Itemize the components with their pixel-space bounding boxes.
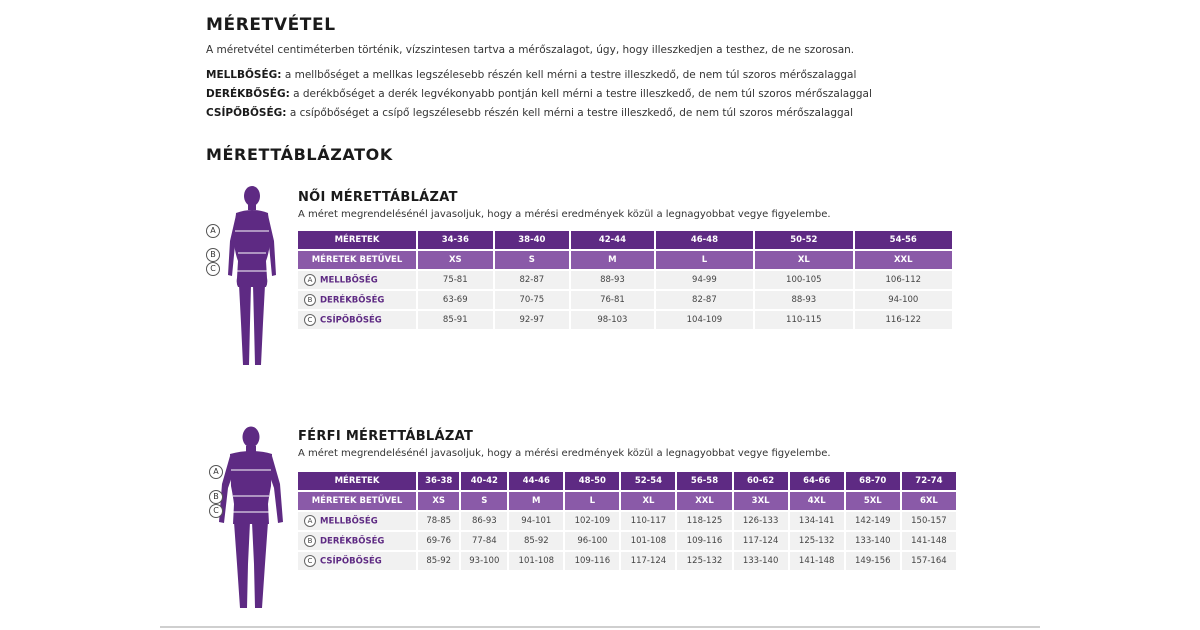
value-cell: 133-140: [734, 552, 788, 570]
women-table-note: A méret megrendelésénél javasoljuk, hogy a mérési eredmények közül a legnagyobbat vegye figyelembe.: [298, 209, 831, 220]
value-cell: 63-69: [418, 291, 493, 309]
table-row: [298, 532, 956, 550]
table-row: [298, 512, 956, 530]
letter-cell: XL: [621, 492, 675, 510]
bottom-divider: [160, 626, 1040, 628]
value-cell: 106-112: [855, 271, 952, 289]
value-cell: 117-124: [621, 552, 675, 570]
value-cell: 117-124: [734, 532, 788, 550]
size-cell: 72-74: [902, 472, 956, 490]
value-cell: 126-133: [734, 512, 788, 530]
row-label-text: DERÉKBŐSÉG: [320, 295, 385, 306]
row-label-chest: [298, 271, 416, 289]
size-cell: 40-42: [461, 472, 507, 490]
figure-badge-c: C: [206, 262, 220, 276]
value-cell: 125-132: [677, 552, 731, 570]
value-cell: 109-116: [677, 532, 731, 550]
value-cell: 82-87: [495, 271, 570, 289]
letter-cell: 4XL: [790, 492, 844, 510]
measurement-title: MÉRETVÉTEL: [206, 15, 336, 35]
header-label: MÉRETEK: [298, 472, 416, 490]
value-cell: 82-87: [656, 291, 753, 309]
badge-b: B: [304, 535, 316, 547]
value-cell: 100-105: [755, 271, 852, 289]
definition-chest: [206, 66, 872, 85]
value-cell: 85-92: [509, 532, 563, 550]
table-row: [298, 311, 952, 329]
size-cell: 34-36: [418, 231, 493, 249]
value-cell: 69-76: [418, 532, 459, 550]
value-cell: 76-81: [571, 291, 654, 309]
size-tables-title: MÉRETTÁBLÁZATOK: [206, 145, 393, 164]
table-row: [298, 552, 956, 570]
figure-badge-b: B: [206, 248, 220, 262]
definition-term: DERÉKBŐSÉG:: [206, 88, 290, 100]
definition-term: MELLBŐSÉG:: [206, 69, 282, 81]
table-row: [298, 492, 956, 510]
letter-cell: 6XL: [902, 492, 956, 510]
value-cell: 85-92: [418, 552, 459, 570]
value-cell: 96-100: [565, 532, 619, 550]
letter-cell: 5XL: [846, 492, 900, 510]
letter-cell: XS: [418, 251, 493, 269]
female-figure-icon: [222, 183, 282, 373]
men-size-table: [296, 470, 958, 572]
measurement-intro: A méretvétel centiméterben történik, vízszintesen tartva a mérőszalagot, úgy, hogy illeszkedjen a testhez, de ne szorosan.: [206, 44, 855, 56]
size-cell: 54-56: [855, 231, 952, 249]
letter-cell: S: [461, 492, 507, 510]
badge-b: B: [304, 294, 316, 306]
letter-cell: XXL: [677, 492, 731, 510]
badge-a: A: [304, 274, 316, 286]
value-cell: 75-81: [418, 271, 493, 289]
badge-a: A: [304, 515, 316, 527]
table-row: [298, 271, 952, 289]
letter-label: MÉRETEK BETŰVEL: [298, 251, 416, 269]
value-cell: 101-108: [621, 532, 675, 550]
row-label-text: MELLBŐSÉG: [320, 516, 378, 527]
row-label-text: MELLBŐSÉG: [320, 275, 378, 286]
size-cell: 44-46: [509, 472, 563, 490]
definition-text: a mellbőséget a mellkas legszélesebb részén kell mérni a testre illeszkedő, de nem túl szoros mérőszalaggal: [281, 69, 857, 81]
definition-term: CSÍPŐBŐSÉG:: [206, 107, 287, 119]
value-cell: 93-100: [461, 552, 507, 570]
value-cell: 88-93: [755, 291, 852, 309]
letter-cell: L: [565, 492, 619, 510]
letter-cell: M: [571, 251, 654, 269]
size-cell: 36-38: [418, 472, 459, 490]
male-figure-icon: [216, 424, 286, 614]
value-cell: 150-157: [902, 512, 956, 530]
size-cell: 60-62: [734, 472, 788, 490]
size-cell: 68-70: [846, 472, 900, 490]
value-cell: 141-148: [790, 552, 844, 570]
value-cell: 149-156: [846, 552, 900, 570]
letter-cell: XL: [755, 251, 852, 269]
value-cell: 157-164: [902, 552, 956, 570]
women-size-table: [296, 229, 954, 331]
figure-badge-a: A: [206, 224, 220, 238]
row-label-text: DERÉKBŐSÉG: [320, 536, 385, 547]
men-table-note: A méret megrendelésénél javasoljuk, hogy a mérési eredmények közül a legnagyobbat vegye figyelembe.: [298, 448, 831, 459]
value-cell: 70-75: [495, 291, 570, 309]
value-cell: 98-103: [571, 311, 654, 329]
figure-badge-a: A: [209, 465, 223, 479]
table-row: [298, 251, 952, 269]
table-row: [298, 291, 952, 309]
letter-cell: XXL: [855, 251, 952, 269]
letter-cell: XS: [418, 492, 459, 510]
size-cell: 56-58: [677, 472, 731, 490]
value-cell: 125-132: [790, 532, 844, 550]
value-cell: 104-109: [656, 311, 753, 329]
value-cell: 110-115: [755, 311, 852, 329]
value-cell: 78-85: [418, 512, 459, 530]
size-cell: 52-54: [621, 472, 675, 490]
size-cell: 46-48: [656, 231, 753, 249]
definition-hip: [206, 104, 872, 123]
row-label-chest: [298, 512, 416, 530]
value-cell: 92-97: [495, 311, 570, 329]
value-cell: 86-93: [461, 512, 507, 530]
value-cell: 101-108: [509, 552, 563, 570]
value-cell: 142-149: [846, 512, 900, 530]
definition-text: a csípőbőséget a csípő legszélesebb részén kell mérni a testre illeszkedő, de nem túl szoros mérőszalaggal: [286, 107, 854, 119]
row-label-waist: [298, 291, 416, 309]
letter-label: MÉRETEK BETŰVEL: [298, 492, 416, 510]
value-cell: 102-109: [565, 512, 619, 530]
row-label-waist: [298, 532, 416, 550]
row-label-hip: [298, 311, 416, 329]
men-table-title: FÉRFI MÉRETTÁBLÁZAT: [298, 429, 474, 444]
value-cell: 141-148: [902, 532, 956, 550]
figure-badge-c: C: [209, 504, 223, 518]
women-table-title: NŐI MÉRETTÁBLÁZAT: [298, 190, 458, 205]
value-cell: 77-84: [461, 532, 507, 550]
definition-text: a derékbőséget a derék legvékonyabb pontján kell mérni a testre illeszkedő, de nem túl szoros mérőszalaggal: [289, 88, 872, 100]
value-cell: 88-93: [571, 271, 654, 289]
value-cell: 134-141: [790, 512, 844, 530]
size-cell: 64-66: [790, 472, 844, 490]
table-row: [298, 231, 952, 249]
figure-badge-b: B: [209, 490, 223, 504]
value-cell: 85-91: [418, 311, 493, 329]
row-label-text: CSÍPŐBŐSÉG: [320, 315, 382, 326]
row-label-text: CSÍPŐBŐSÉG: [320, 556, 382, 567]
letter-cell: 3XL: [734, 492, 788, 510]
row-label-hip: [298, 552, 416, 570]
letter-cell: S: [495, 251, 570, 269]
letter-cell: M: [509, 492, 563, 510]
header-label: MÉRETEK: [298, 231, 416, 249]
measurement-definitions: [206, 66, 872, 123]
table-row: [298, 472, 956, 490]
size-cell: 42-44: [571, 231, 654, 249]
value-cell: 118-125: [677, 512, 731, 530]
size-cell: 48-50: [565, 472, 619, 490]
value-cell: 94-100: [855, 291, 952, 309]
badge-c: C: [304, 314, 316, 326]
size-cell: 38-40: [495, 231, 570, 249]
value-cell: 110-117: [621, 512, 675, 530]
value-cell: 109-116: [565, 552, 619, 570]
value-cell: 133-140: [846, 532, 900, 550]
badge-c: C: [304, 555, 316, 567]
size-cell: 50-52: [755, 231, 852, 249]
value-cell: 94-101: [509, 512, 563, 530]
definition-waist: [206, 85, 872, 104]
value-cell: 116-122: [855, 311, 952, 329]
value-cell: 94-99: [656, 271, 753, 289]
letter-cell: L: [656, 251, 753, 269]
